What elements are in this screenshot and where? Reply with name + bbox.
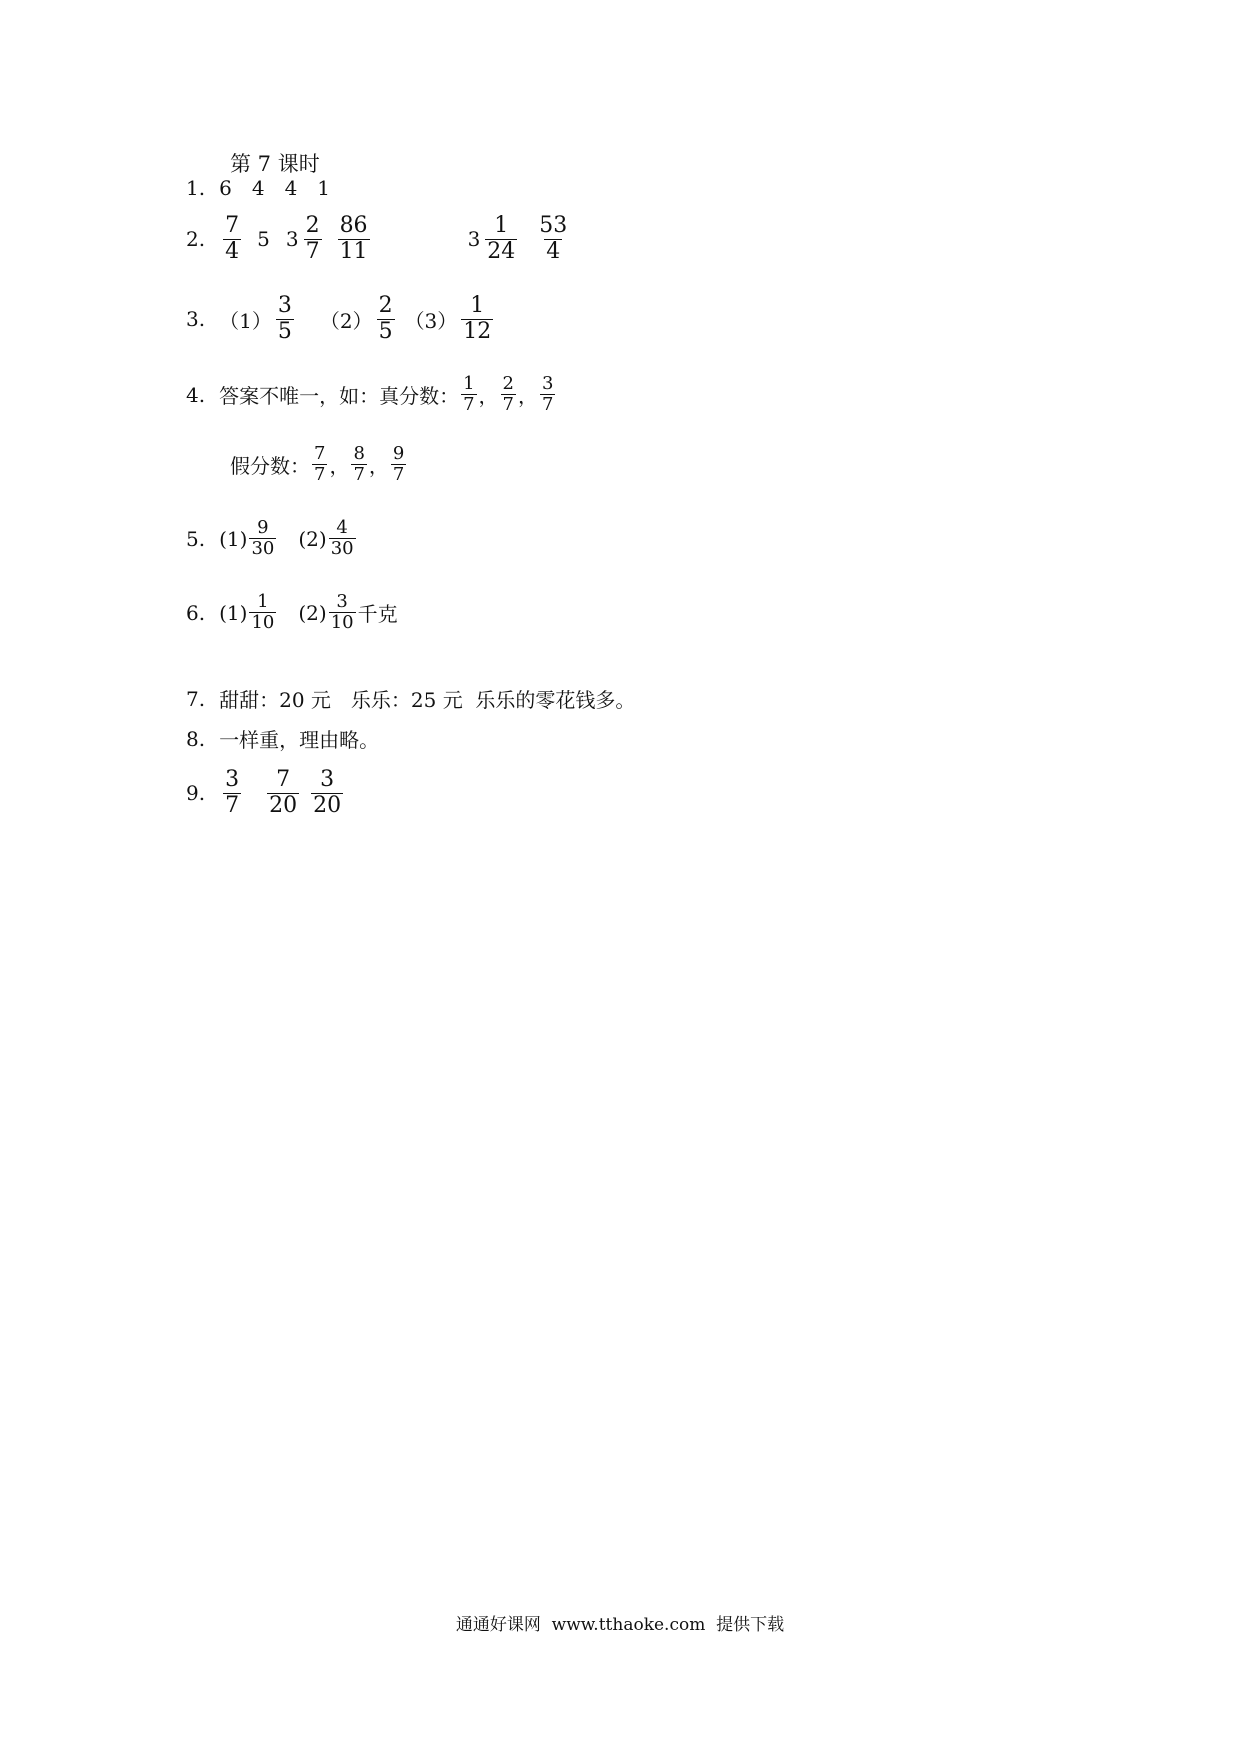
numerator: 3 (542, 373, 554, 394)
numerator: 3 (320, 767, 335, 792)
denominator: 20 (269, 792, 298, 818)
numerator: 3 (336, 591, 348, 612)
numerator: 9 (257, 517, 269, 538)
sub-label: （1） (219, 308, 272, 333)
denominator: 10 (251, 612, 275, 634)
denominator: 7 (502, 394, 514, 416)
answer-9 (186, 768, 347, 818)
fraction (461, 374, 476, 415)
denominator: 11 (339, 238, 368, 264)
fraction (223, 214, 241, 264)
fraction (249, 592, 276, 633)
fraction (223, 768, 241, 818)
numerator: 1 (257, 591, 269, 612)
question-number: 5. (186, 526, 206, 551)
sub-label: （3） (404, 308, 458, 333)
numerator: 7 (276, 767, 291, 792)
numerator: 1 (463, 373, 475, 394)
sub-label: (1) (219, 600, 248, 625)
denominator: 7 (314, 464, 326, 486)
answer-text: 一样重，理由略。 (219, 728, 380, 752)
fraction (537, 214, 569, 264)
fraction (501, 374, 516, 415)
denominator: 5 (378, 318, 393, 344)
denominator: 7 (392, 464, 405, 486)
answer-4-improper (230, 444, 408, 485)
fraction (461, 294, 493, 344)
mixed-number (286, 214, 326, 264)
numerator: 3 (225, 767, 240, 792)
numerator: 8 (353, 443, 365, 464)
denominator: 4 (546, 238, 561, 264)
sub-label: (1) (219, 526, 248, 551)
numerator: 2 (378, 293, 393, 318)
denominator: 30 (330, 538, 354, 560)
denominator: 7 (353, 464, 365, 486)
numerator: 2 (502, 373, 514, 394)
denominator: 12 (463, 318, 492, 344)
answer-value: 4 (251, 176, 265, 200)
denominator: 7 (542, 394, 554, 416)
fraction (338, 214, 370, 264)
numerator: 7 (225, 213, 240, 238)
question-number: 1. (186, 176, 206, 200)
denominator: 7 (463, 394, 475, 416)
answer-value: 5 (257, 227, 270, 252)
question-number: 2. (186, 227, 206, 252)
denominator: 7 (225, 792, 240, 818)
question-number: 3. (186, 307, 206, 332)
fraction (312, 444, 327, 485)
denominator: 20 (313, 792, 342, 818)
fraction (351, 444, 366, 485)
fraction (377, 294, 395, 344)
answer-5 (186, 518, 358, 559)
unit-text: 千克 (357, 602, 398, 627)
sub-label: （2） (319, 308, 373, 333)
answer-3 (186, 294, 497, 344)
fraction (329, 592, 356, 633)
numerator: 1 (494, 213, 509, 238)
fraction (540, 374, 555, 415)
answer-value: 6 (219, 176, 232, 200)
answer-text: 假分数： (230, 454, 310, 479)
question-number: 7. (186, 686, 206, 711)
denominator: 4 (225, 238, 240, 264)
sub-label: (2) (298, 526, 327, 551)
question-number: 9. (186, 781, 206, 806)
separator: ， (478, 384, 499, 409)
answer-text: 甜甜：20 元 乐乐：25 元 乐乐的零花钱多。 (219, 688, 636, 712)
lesson-title: 第 7 课时 (230, 152, 320, 176)
whole-part: 3 (285, 227, 299, 252)
denominator: 24 (487, 238, 516, 264)
numerator: 7 (314, 443, 326, 464)
answer-2 (186, 214, 573, 264)
whole-part: 3 (467, 227, 481, 252)
numerator: 1 (470, 293, 485, 318)
answer-value: 1 (317, 176, 331, 200)
answer-6 (186, 592, 398, 633)
fraction (329, 518, 356, 559)
numerator: 86 (339, 213, 368, 238)
question-number: 4. (186, 382, 206, 407)
answer-text: 答案不唯一，如：真分数： (219, 384, 460, 409)
numerator: 4 (336, 517, 348, 538)
fraction (267, 768, 299, 818)
fraction (391, 444, 406, 485)
denominator: 5 (277, 318, 292, 344)
fraction (249, 518, 276, 559)
question-number: 8. (186, 726, 206, 751)
mixed-number (468, 214, 522, 264)
numerator: 3 (277, 293, 292, 318)
answer-value: 4 (284, 176, 298, 200)
fraction (304, 214, 322, 264)
denominator: 10 (330, 612, 354, 634)
footer-source-text: 通通好课网 www.tthaoke.com 提供下载 (455, 1615, 785, 1635)
answer-8 (186, 724, 379, 753)
denominator: 7 (305, 238, 320, 264)
separator: ， (329, 454, 350, 479)
numerator: 9 (392, 443, 405, 464)
fraction (485, 214, 517, 264)
answer-7 (186, 684, 635, 713)
denominator: 30 (251, 538, 275, 560)
fraction (311, 768, 343, 818)
separator: ， (518, 384, 538, 409)
separator: ， (368, 454, 389, 479)
answer-4 (186, 374, 557, 415)
question-number: 6. (186, 600, 206, 625)
numerator: 53 (539, 213, 568, 238)
answer-1 (186, 176, 330, 200)
sub-label: (2) (298, 600, 327, 625)
numerator: 2 (305, 213, 320, 238)
fraction (276, 294, 294, 344)
